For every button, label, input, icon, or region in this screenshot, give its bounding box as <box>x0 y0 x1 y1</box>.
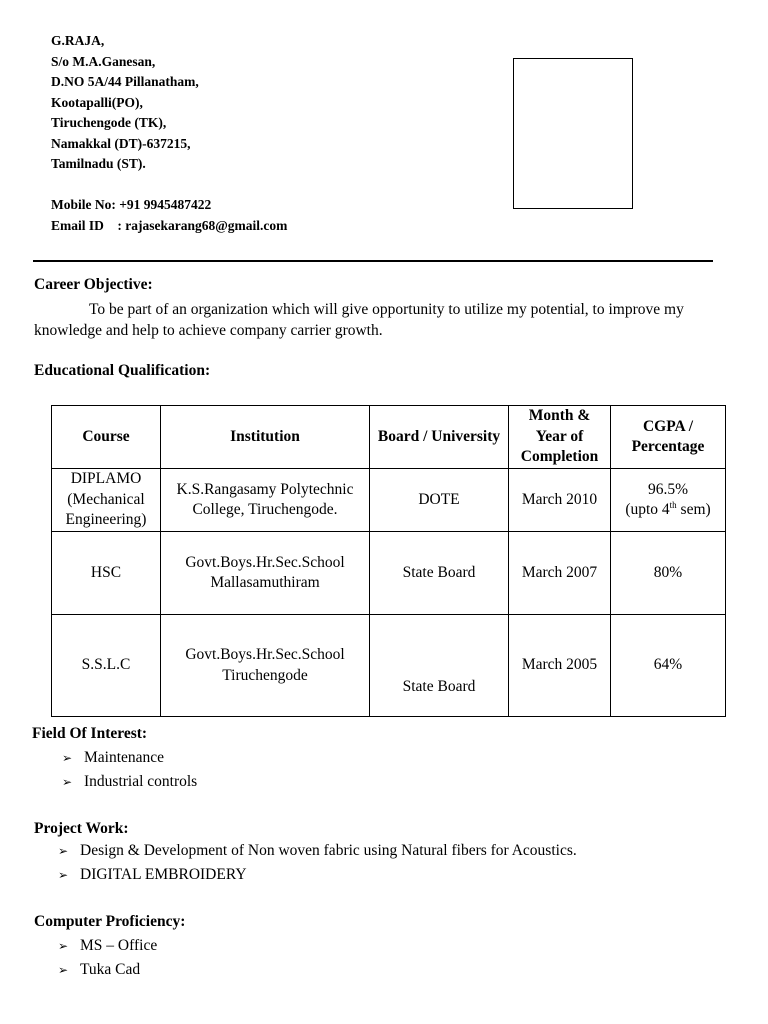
list-item <box>58 839 577 863</box>
address-line: Namakkal (DT)-637215, <box>51 135 191 151</box>
address-line: S/o M.A.Ganesan, <box>51 53 156 69</box>
project-work-heading: Project Work: <box>34 820 129 837</box>
career-objective-text <box>34 299 714 341</box>
arrow-bullet-icon: ➢ <box>58 868 69 882</box>
list-item-text: Industrial controls <box>84 773 198 790</box>
photo-placeholder <box>513 58 633 209</box>
column-header-institution: Institution <box>161 406 370 469</box>
mobile-number: Mobile No: +91 9945487422 <box>51 197 212 212</box>
education-heading: Educational Qualification: <box>34 362 211 379</box>
cell-board: DOTE <box>370 469 509 532</box>
cell-month: March 2010 <box>509 469 611 532</box>
cgpa-note-superscript: th <box>669 499 677 510</box>
list-item <box>58 863 577 887</box>
address-line: Tamilnadu (ST). <box>51 156 146 171</box>
cgpa-note <box>625 501 710 518</box>
cgpa-note-prefix: (upto 4 <box>625 501 670 518</box>
cgpa-note-suffix: sem) <box>676 501 711 518</box>
candidate-name: G.RAJA, <box>51 33 105 48</box>
cell-board: State Board <box>370 532 509 615</box>
field-of-interest-heading: Field Of Interest: <box>32 725 148 742</box>
email-address: Email ID : rajasekarang68@gmail.com <box>51 217 288 233</box>
list-item-text: Design & Development of Non woven fabric using Natural fibers for Acoustics. <box>80 842 577 859</box>
cell-course: DIPLAMO (Mechanical Engineering) <box>52 469 161 532</box>
list-item-text: MS – Office <box>80 937 158 954</box>
list-item <box>62 770 197 794</box>
cell-institution: Govt.Boys.Hr.Sec.School Tiruchengode <box>161 615 370 717</box>
education-table <box>51 405 726 717</box>
project-list <box>58 839 577 887</box>
cell-cgpa: 80% <box>611 532 726 615</box>
cell-institution: K.S.Rangasamy Polytechnic College, Tiruchengode. <box>161 469 370 532</box>
column-header-course: Course <box>52 406 161 469</box>
address-line: D.NO 5A/44 Pillanatham, <box>51 74 199 89</box>
list-item <box>58 934 157 958</box>
address-line: Kootapalli(PO), <box>51 94 143 110</box>
cell-institution: Govt.Boys.Hr.Sec.School Mallasamuthiram <box>161 532 370 615</box>
contact-block <box>51 195 287 236</box>
list-item-text: DIGITAL EMBROIDERY <box>80 866 247 883</box>
cell-course: HSC <box>52 532 161 615</box>
column-header-board: Board / University <box>370 406 509 469</box>
table-row <box>52 615 726 717</box>
cell-month: March 2007 <box>509 532 611 615</box>
career-objective-heading: Career Objective: <box>34 276 153 293</box>
list-item-text: Tuka Cad <box>80 961 141 978</box>
arrow-bullet-icon: ➢ <box>58 963 69 977</box>
table-row <box>52 532 726 615</box>
table-header-row <box>52 406 726 469</box>
computer-proficiency-heading: Computer Proficiency: <box>34 913 186 930</box>
cell-month: March 2005 <box>509 615 611 717</box>
cell-course: S.S.L.C <box>52 615 161 717</box>
list-item-text: Maintenance <box>84 749 165 766</box>
arrow-bullet-icon: ➢ <box>62 775 73 789</box>
list-item <box>58 958 157 982</box>
arrow-bullet-icon: ➢ <box>58 939 69 953</box>
address-line: Tiruchengode (TK), <box>51 115 167 130</box>
cell-cgpa <box>611 469 726 532</box>
header-divider <box>33 260 713 262</box>
cell-board: State Board <box>370 615 509 717</box>
list-item <box>62 746 197 770</box>
address-block <box>51 31 199 175</box>
arrow-bullet-icon: ➢ <box>62 751 73 765</box>
arrow-bullet-icon: ➢ <box>58 844 69 858</box>
table-row <box>52 469 726 532</box>
cgpa-value: 96.5% <box>647 480 689 498</box>
career-objective-body: To be part of an organization which will give opportunity to utilize my potential, to improve my knowledge and help to achieve company carrier growth. <box>34 301 684 339</box>
computer-list <box>58 934 157 982</box>
column-header-cgpa: CGPA / Percentage <box>611 406 726 469</box>
interest-list <box>62 746 197 794</box>
cell-cgpa: 64% <box>611 615 726 717</box>
column-header-month: Month & Year of Completion <box>509 406 611 469</box>
